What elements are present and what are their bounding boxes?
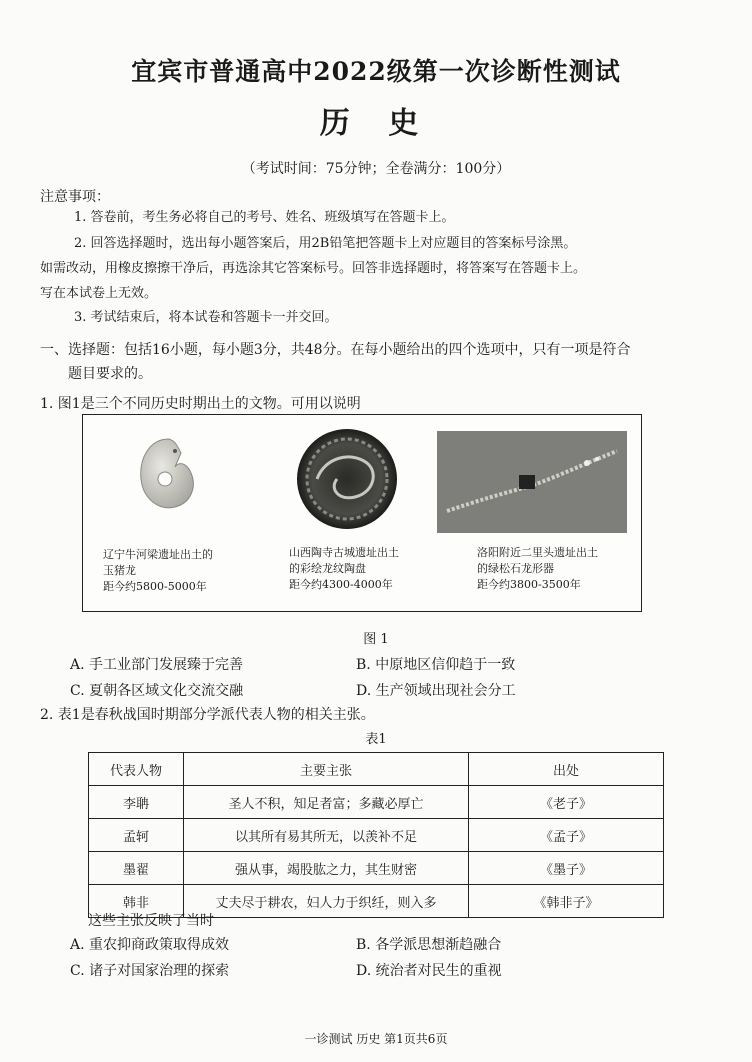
notice-item-2: 2. 回答选择题时，选出每小题答案后，用2B铅笔把答题卡上对应题目的答案标号涂黑。: [74, 236, 577, 251]
table-header-row: [89, 753, 664, 786]
q2-follow: 这些主张反映了当时: [88, 913, 214, 929]
table-header-cell: 代表人物: [89, 753, 184, 786]
table-1: [88, 752, 664, 918]
table-header-cell: 主要主张: [184, 753, 469, 786]
painted-dragon-plate-image: [295, 427, 399, 531]
jade-pig-dragon-image: [135, 433, 199, 513]
turquoise-dragon-artifact-image: [437, 431, 627, 533]
section-heading: [40, 338, 720, 386]
caption-plate: 山西陶寺古城遗址出土 的彩绘龙纹陶盘 距今约4300-4000年: [289, 546, 399, 591]
table-cell: 《墨子》: [469, 852, 664, 885]
table-cell: 强从事，竭股肱之力，其生财密: [184, 852, 469, 885]
table-1-label: 表1: [365, 732, 387, 747]
section-heading-line1: 一、选择题：包括16小题，每小题3分，共48分。在每小题给出的四个选项中，只有一项是符合: [40, 342, 631, 358]
q1-option-b: B. 中原地区信仰趋于一致: [356, 657, 516, 673]
q1-option-a: A. 手工业部门发展臻于完善: [70, 657, 244, 673]
table-cell: 墨翟: [89, 852, 184, 885]
caption-turquoise: 洛阳附近二里头遗址出土 的绿松石龙形器 距今约3800-3500年: [477, 546, 598, 591]
table-cell: 丈夫尽于耕农，妇人力于织纴，则入多: [184, 885, 469, 918]
page-footer: 一诊测试 历史 第1页共6页: [304, 1032, 448, 1046]
section-heading-line2: 题目要求的。: [68, 366, 152, 382]
q2-option-a: A. 重农抑商政策取得成效: [70, 937, 230, 953]
table-cell: 以其所有易其所无，以羡补不足: [184, 819, 469, 852]
table-cell: 圣人不积，知足者富；多藏必厚亡: [184, 786, 469, 819]
table-cell: 《韩非子》: [469, 885, 664, 918]
notice-item-3: 3. 考试结束后，将本试卷和答题卡一并交回。: [74, 310, 338, 325]
table-cell: 韩非: [89, 885, 184, 918]
table-row: [89, 852, 664, 885]
figure-1-label: 图 1: [363, 632, 389, 647]
q1-option-d: D. 生产领域出现社会分工: [356, 683, 516, 699]
table-header-cell: 出处: [469, 753, 664, 786]
table-cell: 《孟子》: [469, 819, 664, 852]
figure-1: [82, 414, 642, 612]
subject-title: 历 史: [319, 106, 433, 141]
notice-item-2-cont2: 写在本试卷上无效。: [40, 286, 158, 301]
notice-item-1: 1. 答卷前，考生务必将自己的考号、姓名、班级填写在答题卡上。: [74, 210, 455, 225]
table-cell: 李聃: [89, 786, 184, 819]
q2-option-b: B. 各学派思想渐趋融合: [356, 937, 502, 953]
table-row: [89, 819, 664, 852]
table-cell: 孟轲: [89, 819, 184, 852]
q2-stem: 2. 表1是春秋战国时期部分学派代表人物的相关主张。: [40, 707, 375, 723]
exam-title: 宜宾市普通高中2022级第一次诊断性测试: [131, 57, 621, 86]
table-row: [89, 786, 664, 819]
q2-option-c: C. 诸子对国家治理的探索: [70, 963, 230, 979]
exam-info: （考试时间：75分钟；全卷满分：100分）: [241, 161, 511, 177]
caption-jade: 辽宁牛河梁遗址出土的 玉猪龙 距今约5800-5000年: [103, 548, 213, 593]
notice-title: 注意事项：: [40, 189, 110, 205]
notice-item-2-cont: 如需改动，用橡皮擦擦干净后，再选涂其它答案标号。回答非选择题时，将答案写在答题卡上。: [40, 261, 587, 276]
q2-option-d: D. 统治者对民生的重视: [356, 963, 502, 979]
q1-stem: 1. 图1是三个不同历史时期出土的文物。可用以说明: [40, 396, 361, 412]
table-cell: 《老子》: [469, 786, 664, 819]
q1-option-c: C. 夏朝各区域文化交流交融: [70, 683, 244, 699]
